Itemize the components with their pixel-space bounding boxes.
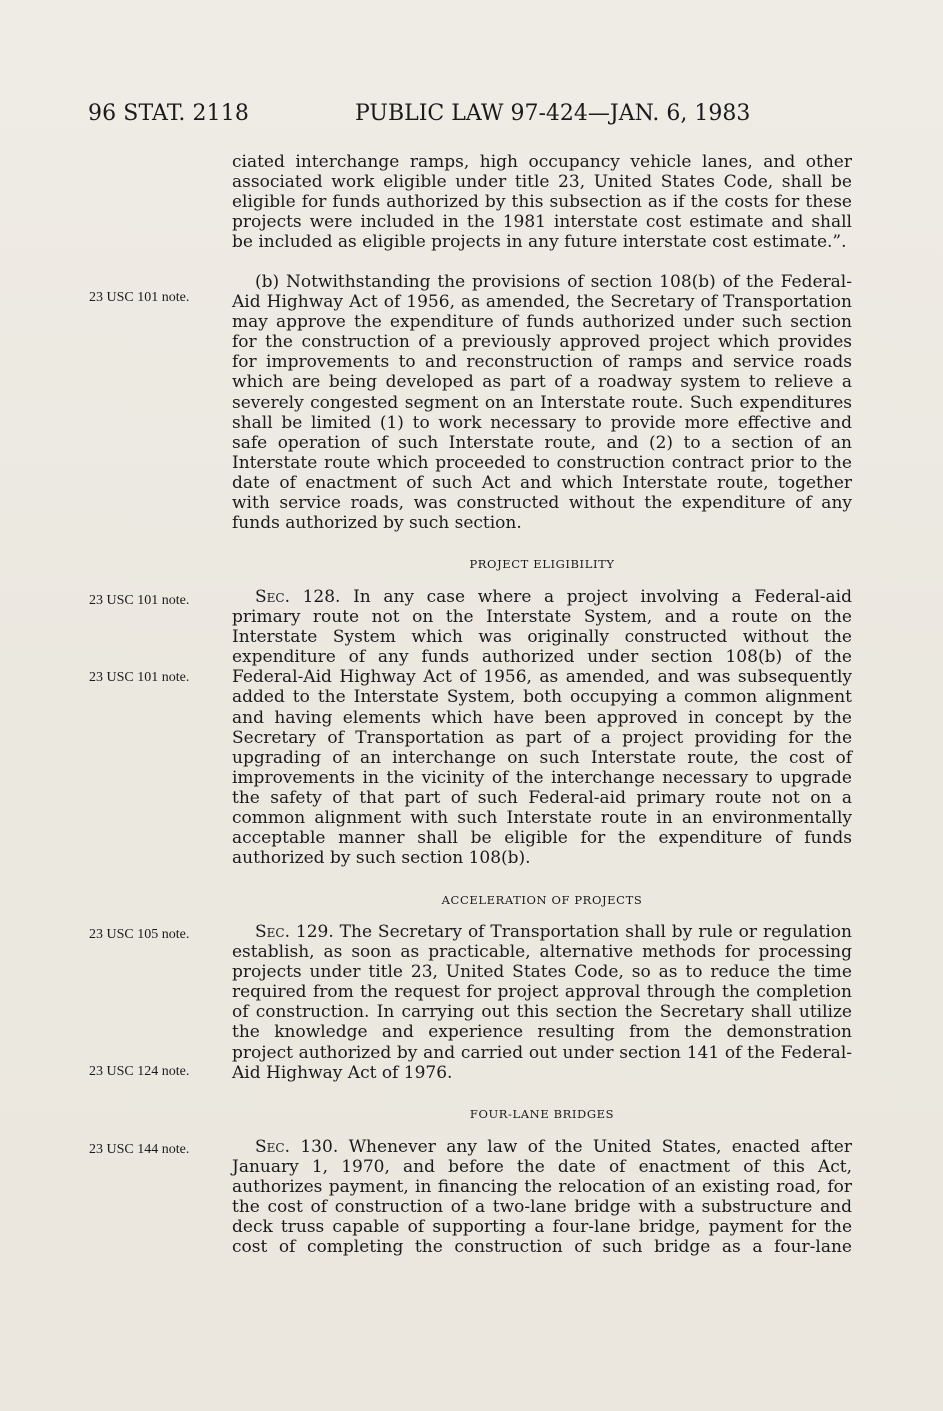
margin-note: 23 USC 101 note.	[89, 593, 190, 608]
section-label: Sec.	[255, 922, 290, 942]
section-heading-four-lane-bridges: FOUR-LANE BRIDGES	[469, 1107, 615, 1121]
section-label: Sec.	[255, 1137, 290, 1157]
stat-page-number: 96 STAT. 2118	[88, 101, 249, 126]
margin-note: 23 USC 124 note.	[89, 1064, 190, 1079]
margin-note: 23 USC 105 note.	[89, 927, 190, 942]
margin-note: 23 USC 144 note.	[89, 1142, 190, 1157]
section-heading-acceleration: ACCELERATION OF PROJECTS	[441, 893, 643, 907]
margin-note: 23 USC 101 note.	[89, 290, 190, 305]
section-heading-project-eligibility: PROJECT ELIGIBILITY	[469, 557, 615, 571]
section-130-paragraph	[232, 1137, 852, 1258]
margin-note: 23 USC 101 note.	[89, 670, 190, 685]
section-text: 130. Whenever any law of the United States, enacted after January 1, 1970, and before the date of enactment of this Act, authorizes payment, in financing the relocation of an existing road, for the cost of construction of a two-lane bridge with a substructure and deck truss capable of supporting a four-lane bridge, payment for the cost of completing the construction of such bridge as a four-lane	[232, 1137, 852, 1258]
section-128-paragraph	[232, 587, 852, 868]
section-label: Sec.	[255, 587, 290, 607]
section-text: 128. In any case where a project involving a Federal-aid primary route not on the Interstate System, and a route on the Interstate System which was originally constructed without the expenditure of any funds authorized under section 108(b) of the Federal-Aid Highway Act of 1956, as amended, and was subsequently added to the Interstate System, both occupying a common alignment and having elements which have been approved in concept by the Secretary of Transportation as part of a project providing for the upgrading of an interchange on such Interstate route, the cost of improvements in the vicinity of the interchange necessary to upgrade the safety of that part of such Federal-aid primary route not on a common alignment with such Interstate route in an environmentally acceptable manner shall be eligible for the expenditure of funds authorized by such section 108(b).	[232, 587, 852, 869]
continuation-paragraph: ciated interchange ramps, high occupancy vehicle lanes, and other associated work eligible under title 23, United States Code, shall be eligible for funds authorized by this subsection as if the costs for these projects were included in the 1981 interstate cost estimate and shall be included as eligible projects in any future interstate cost estimate.”.	[232, 152, 852, 253]
law-title-header: PUBLIC LAW 97-424—JAN. 6, 1983	[355, 101, 751, 126]
section-129-paragraph	[232, 922, 852, 1083]
subsection-b-paragraph: (b) Notwithstanding the provisions of section 108(b) of the Federal-Aid Highway Act of 1956, as amended, the Secretary of Transportation may approve the expenditure of funds authorized under such section for the construction of a previously approved project which provides for improvements to and reconstruction of ramps and service roads which are being developed as part of a roadway system to relieve a severely congested segment on an Interstate route. Such expenditures shall be limited (1) to work necessary to provide more effective and safe operation of such Interstate route, and (2) to a section of an Interstate route which proceeded to construction contract prior to the date of enactment of such Act and which Interstate route, together with service roads, was constructed without the expenditure of any funds authorized by such section.	[232, 272, 852, 534]
section-text: 129. The Secretary of Transportation shall by rule or regulation establish, as soon as practicable, alternative methods for processing projects under title 23, United States Code, so as to reduce the time required from the request for project approval through the completion of construction. In carrying out this section the Secretary shall utilize the knowledge and experience resulting from the demonstration project authorized by and carried out under section 141 of the Federal-Aid Highway Act of 1976.	[232, 922, 852, 1083]
bleed-through-mark	[68, 160, 178, 175]
